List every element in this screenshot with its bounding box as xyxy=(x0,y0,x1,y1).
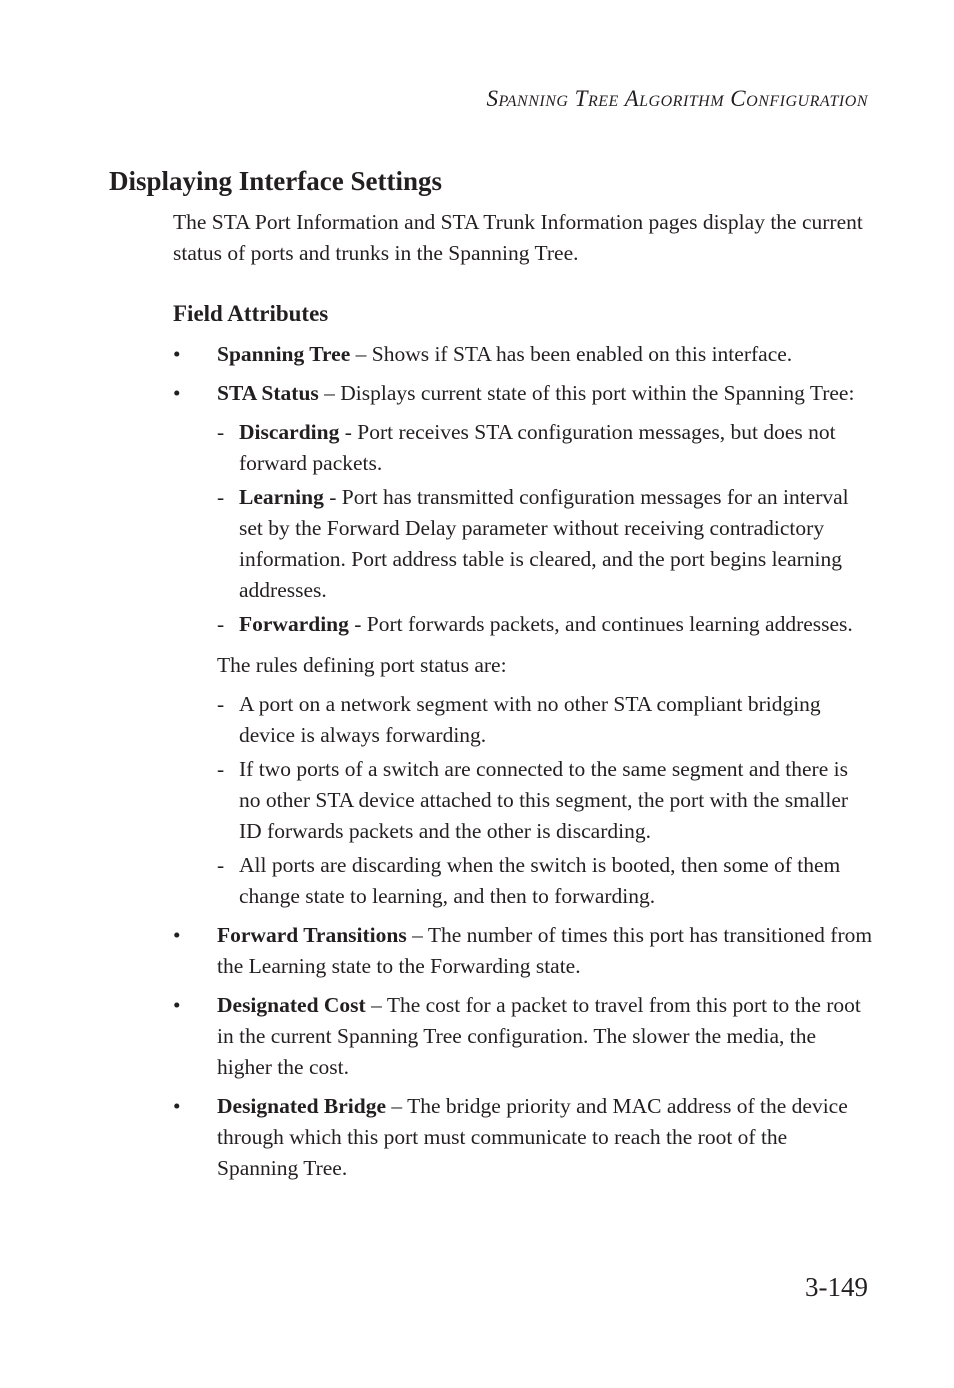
rule-text: A port on a network segment with no other STA compliant bridging device is always forwarding. xyxy=(239,692,821,747)
desc-spanning-tree: – Shows if STA has been enabled on this interface. xyxy=(350,342,793,366)
rule-text: If two ports of a switch are connected to the same segment and there is no other STA device attached to this segment, the port with the smaller ID forwards packets and the other is discarding. xyxy=(239,757,849,843)
desc-designated-bridge: – The bridge priority and MAC address of the device through which this port must communicate to reach the root of the Spanning Tree. xyxy=(217,1094,848,1180)
page-number: 3-149 xyxy=(805,1272,868,1302)
bullet-dot: • xyxy=(173,993,181,1017)
rule-text: All ports are discarding when the switch is booted, then some of them change state to learning, and then to forwarding. xyxy=(239,853,841,908)
bullet-dot: • xyxy=(173,381,181,405)
bullet-dot: • xyxy=(173,923,181,947)
bullet-sta-status xyxy=(173,378,873,409)
rules-list xyxy=(173,689,873,912)
section-title: Displaying Interface Settings xyxy=(109,166,442,196)
term-discarding: Discarding xyxy=(239,420,340,444)
field-attributes-list xyxy=(173,339,873,1192)
term-designated-bridge: Designated Bridge xyxy=(217,1094,387,1118)
bullet-dot: • xyxy=(173,1094,181,1118)
rule-item xyxy=(173,850,873,912)
sta-states-list xyxy=(173,417,873,640)
desc-sta-status: – Displays current state of this port within the Spanning Tree: xyxy=(318,381,855,405)
rule-item xyxy=(173,754,873,847)
section-intro: The STA Port Information and STA Trunk Information pages display the current status of ports and trunks in the Spanning Tree. xyxy=(173,210,863,265)
desc-designated-cost: – The cost for a packet to travel from this port to the root in the current Spanning Tree configuration. The slower the media, the higher the cost. xyxy=(217,993,861,1079)
bullet-designated-cost xyxy=(173,990,873,1083)
term-designated-cost: Designated Cost xyxy=(217,993,366,1017)
state-learning xyxy=(173,482,873,606)
state-discarding xyxy=(173,417,873,479)
bullet-dot: • xyxy=(173,342,181,366)
desc-discarding: - Port receives STA configuration messages, but does not forward packets. xyxy=(239,420,836,475)
bullet-spanning-tree xyxy=(173,339,873,370)
dash-marker: - xyxy=(217,420,225,444)
rules-intro: The rules defining port status are: xyxy=(217,653,507,677)
desc-forwarding: - Port forwards packets, and continues learning addresses. xyxy=(348,612,853,636)
dash-marker: - xyxy=(217,692,225,716)
term-learning: Learning xyxy=(239,485,324,509)
bullet-forward-transitions xyxy=(173,920,873,982)
dash-marker: - xyxy=(217,485,225,509)
running-header: Spanning Tree Algorithm Configuration xyxy=(486,86,868,111)
state-forwarding xyxy=(173,609,873,640)
term-forward-transitions: Forward Transitions xyxy=(217,923,407,947)
dash-marker: - xyxy=(217,853,225,877)
term-sta-status: STA Status xyxy=(217,381,319,405)
dash-marker: - xyxy=(217,612,225,636)
field-attributes-title: Field Attributes xyxy=(173,301,329,326)
desc-learning: - Port has transmitted configuration messages for an interval set by the Forward Delay parameter without receiving contradictory information. Port address table is cleared, and the port begins learning addresses. xyxy=(239,485,849,602)
bullet-designated-bridge xyxy=(173,1091,873,1184)
desc-forward-transitions: – The number of times this port has transitioned from the Learning state to the Forwarding state. xyxy=(217,923,873,978)
rule-item xyxy=(173,689,873,751)
term-spanning-tree: Spanning Tree xyxy=(217,342,351,366)
term-forwarding: Forwarding xyxy=(239,612,349,636)
dash-marker: - xyxy=(217,757,225,781)
